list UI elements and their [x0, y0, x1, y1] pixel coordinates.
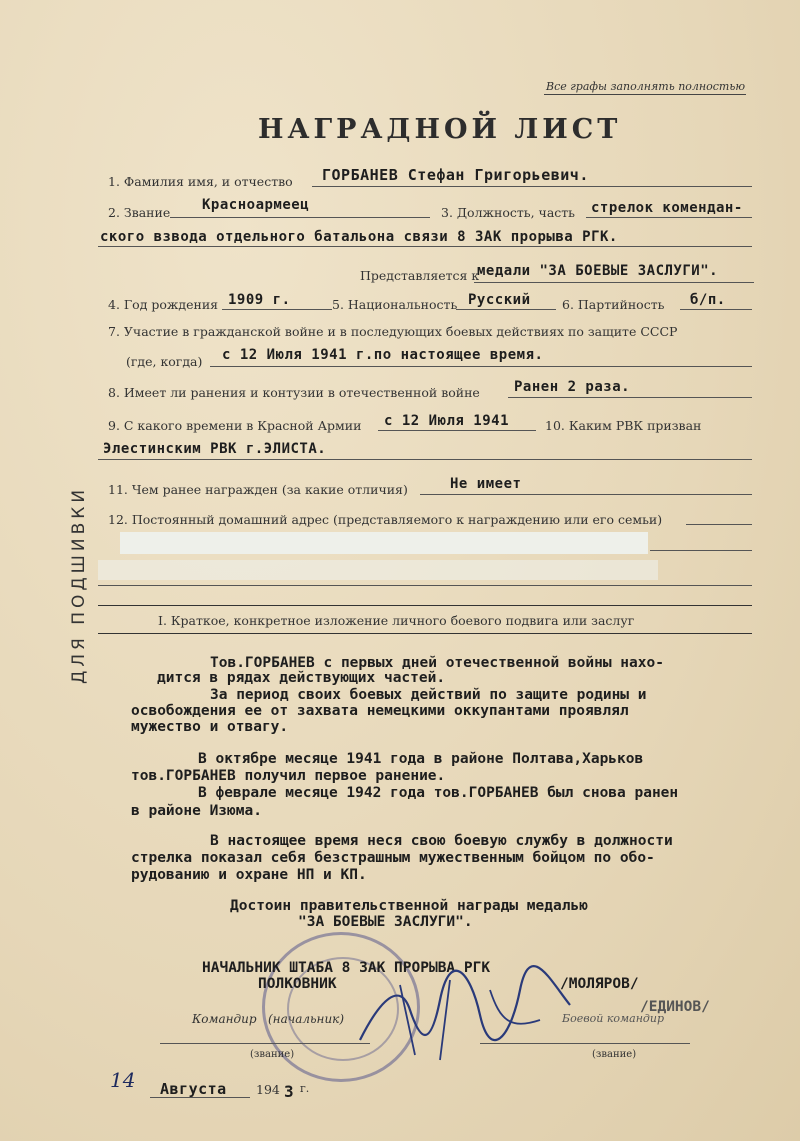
field-9-value: с 12 Июля 1941	[384, 413, 510, 429]
field-6-value: б/п.	[690, 292, 726, 308]
chief-name: /МОЛЯРОВ/	[560, 976, 639, 992]
zvanie-label-1: (звание)	[250, 1049, 295, 1060]
field-2-label: 2. Звание	[108, 205, 171, 220]
field-5-label: 5. Национальность	[332, 297, 458, 312]
body-line: стрелка показал себя безстрашным мужественным бойцом по обо-	[131, 850, 655, 866]
field-7-sub: (где, когда)	[126, 354, 203, 369]
field-10-line	[98, 459, 752, 460]
field-7-line	[210, 366, 752, 367]
field-5-value: Русский	[468, 292, 531, 308]
handwritten-signature	[340, 960, 580, 1070]
presented-line	[474, 282, 754, 283]
field-8-line	[508, 397, 752, 398]
field-3-value-2: ского взвода отдельного батальона связи 8 ЗАК прорыва РГК.	[100, 229, 618, 245]
field-7-value: с 12 Июля 1941 г.по настоящее время.	[222, 347, 544, 363]
header-note-underline	[544, 94, 746, 95]
date-year-digit: 3	[284, 1082, 295, 1101]
redacted-address	[120, 532, 648, 554]
sign-line-1	[160, 1043, 370, 1044]
second-name: /ЕДИНОВ/	[640, 999, 710, 1015]
field-12-label: 12. Постоянный домашний адрес (представляемого к награждению или его семьи)	[108, 512, 663, 527]
section-title: I. Краткое, конкретное изложение личного боевого подвига или заслуг	[158, 613, 635, 628]
body-line: За период своих боевых действий по защите родины и	[210, 687, 647, 703]
body-line: В феврале месяце 1942 года тов.ГОРБАНЕВ был снова ранен	[198, 785, 679, 801]
body-line: дится в рядах действующих частей.	[157, 670, 446, 686]
section-bottom-rule	[98, 633, 752, 634]
presented-label: Представляется к	[360, 268, 480, 283]
field-8-label: 8. Имеет ли ранения и контузии в отечественной войне	[108, 385, 480, 400]
field-9-line	[378, 430, 536, 431]
commander-sub: (начальник)	[268, 1012, 345, 1026]
field-5-line	[456, 309, 556, 310]
date-month-line	[150, 1097, 250, 1098]
field-4-line	[222, 309, 332, 310]
body-line: "ЗА БОЕВЫЕ ЗАСЛУГИ".	[298, 914, 473, 930]
binding-label: ДЛЯ ПОДШИВКИ	[69, 485, 90, 685]
date-suffix: г.	[300, 1082, 310, 1095]
body-line: Тов.ГОРБАНЕВ с первых дней отечественной войны нахо-	[210, 655, 664, 671]
zvanie-label-2: (звание)	[592, 1049, 637, 1060]
field-2-line	[170, 217, 430, 218]
field-1-line	[312, 186, 752, 187]
redacted-address-2	[98, 560, 658, 580]
field-4-label: 4. Год рождения	[108, 297, 219, 312]
field-3-label: 3. Должность, часть	[441, 205, 575, 220]
commander-label: Командир	[192, 1012, 257, 1026]
field-6-label: 6. Партийность	[562, 297, 665, 312]
field-12-line-2	[650, 550, 752, 551]
body-line: В октябре месяце 1941 года в районе Полтава,Харьков	[198, 751, 644, 767]
chief-rank: ПОЛКОВНИК	[258, 976, 337, 992]
section-top-rule	[98, 605, 752, 606]
header-note: Все графы заполнять полностью	[546, 80, 746, 93]
field-11-line	[420, 494, 752, 495]
body-line: В настоящее время неся свою боевую службу в должности	[210, 833, 673, 849]
field-2-value: Красноармеец	[202, 197, 310, 213]
field-6-line	[680, 309, 752, 310]
field-10-value: Элестинским РВК г.ЭЛИСТА.	[103, 441, 327, 457]
body-line: освобождения ее от захвата немецкими оккупантами проявлял	[131, 703, 629, 719]
field-3-value: стрелок комендан-	[591, 200, 743, 216]
field-10-label: 10. Каким РВК призван	[545, 418, 702, 433]
field-1-value: ГОРБАНЕВ Стефан Григорьевич.	[322, 166, 589, 184]
military-commander-label: Боевой командир	[562, 1012, 665, 1025]
body-line: в районе Изюма.	[131, 803, 262, 819]
field-8-value: Ранен 2 раза.	[514, 379, 631, 395]
field-4-value: 1909 г.	[228, 292, 291, 308]
date-month: Августа	[160, 1080, 227, 1098]
field-3-line	[586, 217, 752, 218]
body-line: рудованию и охране НП и КП.	[131, 867, 367, 883]
field-11-value: Не имеет	[450, 476, 522, 492]
field-3-line-2	[98, 246, 752, 247]
body-line: Достоин правительственной награды медалью	[230, 898, 588, 914]
field-1-label: 1. Фамилия имя, и отчество	[108, 174, 293, 189]
field-9-label: 9. С какого времени в Красной Армии	[108, 418, 362, 433]
presented-value: медали "ЗА БОЕВЫЕ ЗАСЛУГИ".	[477, 263, 719, 279]
date-year-prefix: 194	[256, 1082, 280, 1097]
page-title: НАГРАДНОЙ ЛИСТ	[258, 114, 622, 145]
field-12-line	[686, 524, 752, 525]
chief-line: НАЧАЛЬНИК ШТАБА 8 ЗАК ПРОРЫВА РГК	[202, 960, 491, 976]
body-line: мужество и отвагу.	[131, 719, 289, 735]
field-12-line-3	[98, 585, 752, 586]
field-11-label: 11. Чем ранее награжден (за какие отличия)	[108, 482, 408, 497]
field-7-label: 7. Участие в гражданской войне и в последующих боевых действиях по защите СССР	[108, 324, 678, 339]
body-line: тов.ГОРБАНЕВ получил первое ранение.	[131, 768, 446, 784]
date-day: 14	[110, 1068, 136, 1092]
